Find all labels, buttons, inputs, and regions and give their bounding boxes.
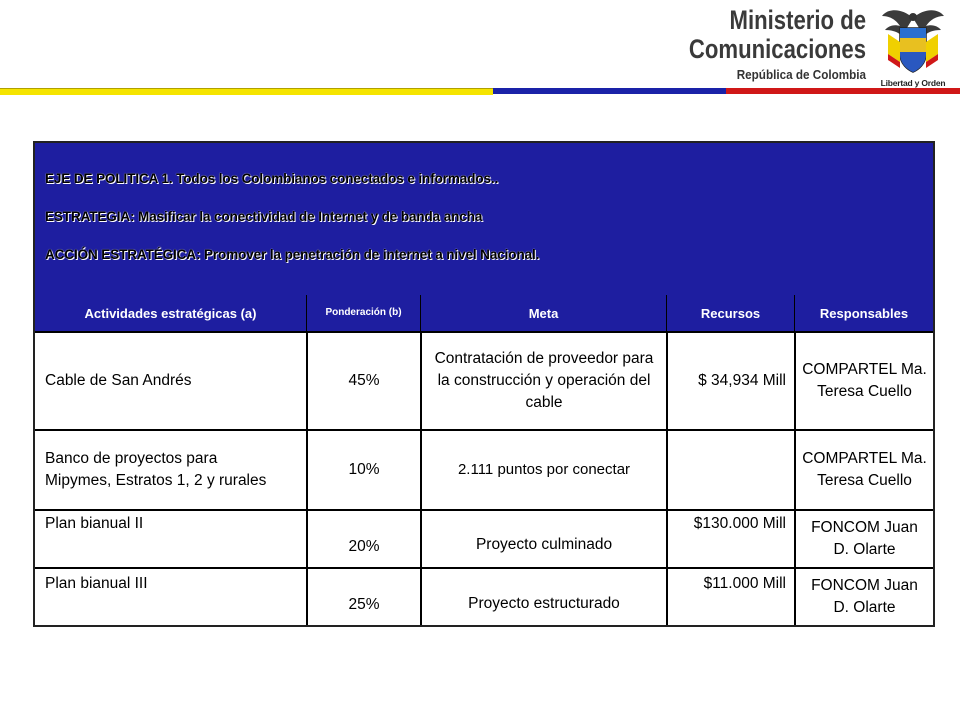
cell-responsable: COMPARTEL Ma. Teresa Cuello — [794, 431, 933, 511]
header-actividades: Actividades estratégicas (a) — [35, 295, 306, 333]
cell-recursos: $11.000 Mill — [666, 569, 794, 625]
header-recursos: Recursos — [666, 295, 794, 333]
cell-meta: Contratación de proveedor para la construcción y operación del cable — [420, 333, 666, 431]
ministry-line2: Comunicaciones — [688, 34, 866, 64]
cell-responsable: FONCOM Juan D. Olarte — [794, 569, 933, 625]
cell-meta: Proyecto estructurado — [420, 569, 666, 625]
cell-actividad: Plan bianual II — [35, 511, 306, 569]
policy-table — [33, 141, 935, 627]
header-responsables: Responsables — [794, 295, 933, 333]
coat-of-arms-icon — [880, 4, 946, 88]
cell-recursos: $ 34,934 Mill — [666, 333, 794, 431]
policy-box — [35, 143, 933, 295]
country-name: República de Colombia — [736, 67, 866, 82]
cell-actividad: Plan bianual III — [45, 575, 148, 592]
motto: Libertad y Orden — [880, 78, 946, 88]
cell-ponderacion: 20% — [306, 511, 420, 569]
cell-recursos — [666, 431, 794, 511]
cell-recursos: $130.000 Mill — [666, 511, 794, 569]
flag-band-red — [726, 88, 960, 94]
policy-eje: EJE DE POLITICA 1. Todos los Colombianos conectados e informados.. — [45, 171, 499, 186]
header-ponderacion: Ponderación (b) — [306, 295, 420, 333]
ministry-line1: Ministerio de — [729, 5, 866, 35]
cell-ponderacion: 45% — [306, 333, 420, 431]
cell-responsable: FONCOM Juan D. Olarte — [794, 511, 933, 569]
cell-responsable: COMPARTEL Ma. Teresa Cuello — [794, 333, 933, 431]
cell-meta: Proyecto culminado — [420, 511, 666, 569]
header — [0, 0, 960, 96]
flag-band-blue — [493, 88, 726, 94]
cell-actividad: Banco de proyectos para Mipymes, Estratos 1, 2 y rurales — [35, 431, 306, 511]
ministry-logo-text — [650, 6, 866, 82]
policy-accion: ACCIÓN ESTRATÉGICA: Promover la penetración de internet a nivel Nacional. — [45, 247, 540, 262]
header-meta: Meta — [420, 295, 666, 333]
flag-band-yellow — [0, 88, 493, 95]
cell-actividad: Cable de San Andrés — [35, 333, 306, 431]
policy-estrategia: ESTRATEGIA: Masificar la conectividad de Internet y de banda ancha — [45, 209, 483, 224]
cell-ponderacion: 10% — [306, 431, 420, 511]
cell-ponderacion: 25% — [306, 569, 420, 625]
cell-meta: 2.111 puntos por conectar — [420, 431, 666, 511]
